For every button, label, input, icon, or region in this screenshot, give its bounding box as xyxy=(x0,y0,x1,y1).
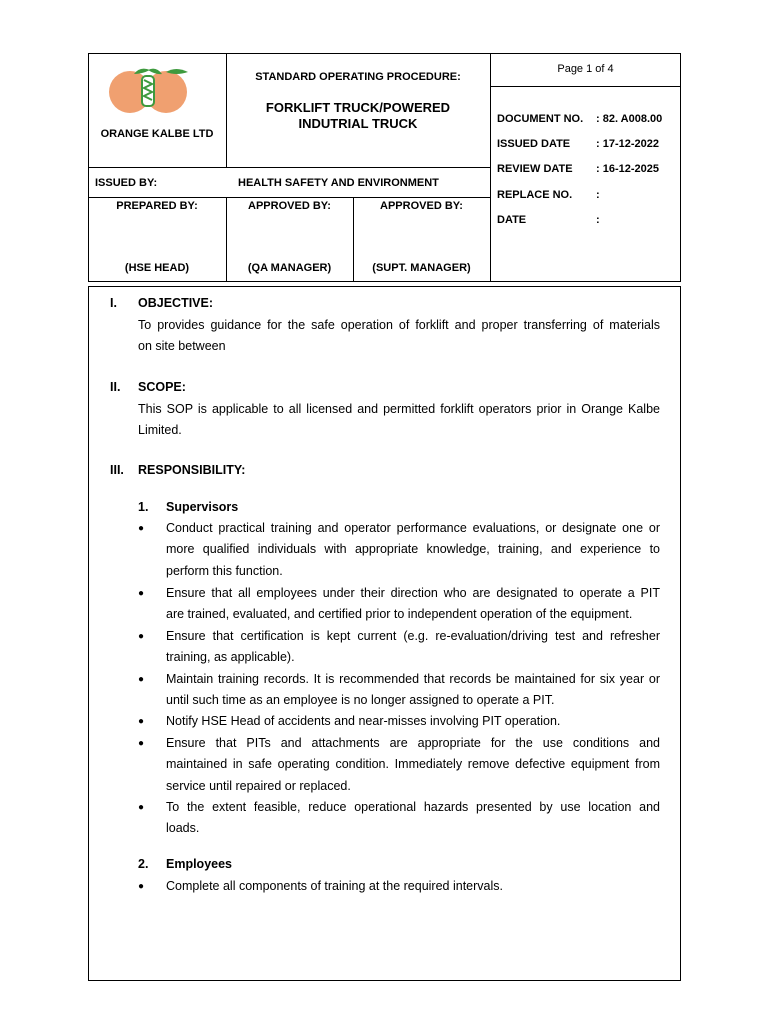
bullet-line: perform this function. xyxy=(166,563,283,578)
list-item xyxy=(138,518,660,582)
bullet-line: Complete all components of training at the required intervals. xyxy=(166,879,503,893)
bullet-line: until such time as an employee is no longer assigned to operate a PIT. xyxy=(166,693,555,708)
meta-label-issued-date: ISSUED DATE xyxy=(497,138,571,150)
bullet-line: maintained in safe operating condition. Immediately remove defective equipment from xyxy=(166,757,660,772)
list-item xyxy=(138,797,660,840)
page-number: Page 1 of 4 xyxy=(557,63,614,75)
bullet-icon: ● xyxy=(138,674,145,685)
bullet-line: loads. xyxy=(166,821,200,836)
list-item xyxy=(138,876,660,897)
bullet-icon: ● xyxy=(138,802,145,813)
sop-title-line2: INDUTRIAL TRUCK xyxy=(298,116,418,131)
company-logo xyxy=(104,64,196,116)
meta-value-replace-no: : xyxy=(596,189,600,201)
bullet-icon: ● xyxy=(138,588,145,599)
prepared-by-label: PREPARED BY: xyxy=(116,200,198,212)
bullet-icon: ● xyxy=(138,523,145,534)
bullet-line: Maintain training records. It is recommended that records be maintained for six year or xyxy=(166,672,660,686)
bullet-line: Conduct practical training and operator performance evaluations, or designate one or xyxy=(166,521,660,535)
list-item xyxy=(138,733,660,797)
approved-by-label-qa: APPROVED BY: xyxy=(248,200,331,212)
sop-title-line1: FORKLIFT TRUCK/POWERED xyxy=(265,100,451,115)
bullet-line: Notify HSE Head of accidents and near-misses involving PIT operation. xyxy=(166,714,561,728)
bullet-line: To the extent feasible, reduce operational hazards presented by use location and xyxy=(166,800,660,814)
list-item xyxy=(138,583,660,626)
section-title-objective: OBJECTIVE: xyxy=(138,296,214,310)
section-title-scope: SCOPE: xyxy=(138,380,186,394)
sop-label: STANDARD OPERATING PROCEDURE: xyxy=(255,71,461,83)
issued-by-value: HEALTH SAFETY AND ENVIRONMENT xyxy=(238,177,439,189)
bullet-line: are trained, evaluated, and certified prior to independent operation of the equipment. xyxy=(166,607,633,622)
scope-text-line2: Limited. xyxy=(138,423,182,437)
section-num-scope: II. xyxy=(110,380,121,394)
objective-text-line1: To provides guidance for the safe operation of forklift and proper transferring of materials xyxy=(138,318,660,332)
objective-text-line2: on site between xyxy=(138,339,226,353)
meta-label-review-date: REVIEW DATE xyxy=(497,163,573,175)
bullet-line: Ensure that certification is kept current (e.g. re-evaluation/driving test and refresher xyxy=(166,629,660,643)
bullet-line: more qualified individuals with appropriate knowledge, training, and experience to xyxy=(166,542,660,557)
list-item xyxy=(138,669,660,712)
scope-text-line1: This SOP is applicable to all licensed and permitted forklift operators prior in Orange Kalbe xyxy=(138,402,660,416)
subsection-title-employees: Employees xyxy=(166,857,233,871)
list-item xyxy=(138,626,660,669)
meta-value-issued-date: : 17-12-2022 xyxy=(596,138,659,150)
meta-value-review-date: : 16-12-2025 xyxy=(596,163,659,175)
meta-value-document-no: : 82. A008.00 xyxy=(596,113,663,125)
bullet-line: training, as applicable). xyxy=(166,650,295,665)
section-num-objective: I. xyxy=(110,296,117,310)
meta-label-document-no: DOCUMENT NO. xyxy=(497,113,584,125)
bullet-line: Ensure that all employees under their direction who are designated to operate a PIT xyxy=(166,586,660,600)
subsection-title-supervisors: Supervisors xyxy=(166,500,239,514)
meta-label-replace-no: REPLACE NO. xyxy=(497,189,573,201)
section-title-responsibility: RESPONSIBILITY: xyxy=(138,463,246,477)
approved-by-role-qa: (QA MANAGER) xyxy=(247,262,332,274)
issued-by-label: ISSUED BY: xyxy=(95,177,158,189)
list-item xyxy=(138,711,660,732)
approved-by-label-supt: APPROVED BY: xyxy=(380,200,463,212)
bullet-icon: ● xyxy=(138,631,145,642)
meta-label-date: DATE xyxy=(497,214,527,226)
subsection-num-employees: 2. xyxy=(138,857,149,871)
section-num-responsibility: III. xyxy=(110,463,124,477)
bullet-icon: ● xyxy=(138,881,145,892)
meta-value-date: : xyxy=(596,214,600,226)
prepared-by-role: (HSE HEAD) xyxy=(124,262,190,274)
bullet-icon: ● xyxy=(138,738,145,749)
bullet-line: Ensure that PITs and attachments are appropriate for the use conditions and xyxy=(166,736,660,750)
bullet-icon: ● xyxy=(138,716,145,727)
subsection-num-supervisors: 1. xyxy=(138,500,149,514)
company-name: ORANGE KALBE LTD xyxy=(100,128,214,140)
bullet-line: service until repaired or replaced. xyxy=(166,778,351,793)
approved-by-role-supt: (SUPT. MANAGER) xyxy=(372,262,471,274)
